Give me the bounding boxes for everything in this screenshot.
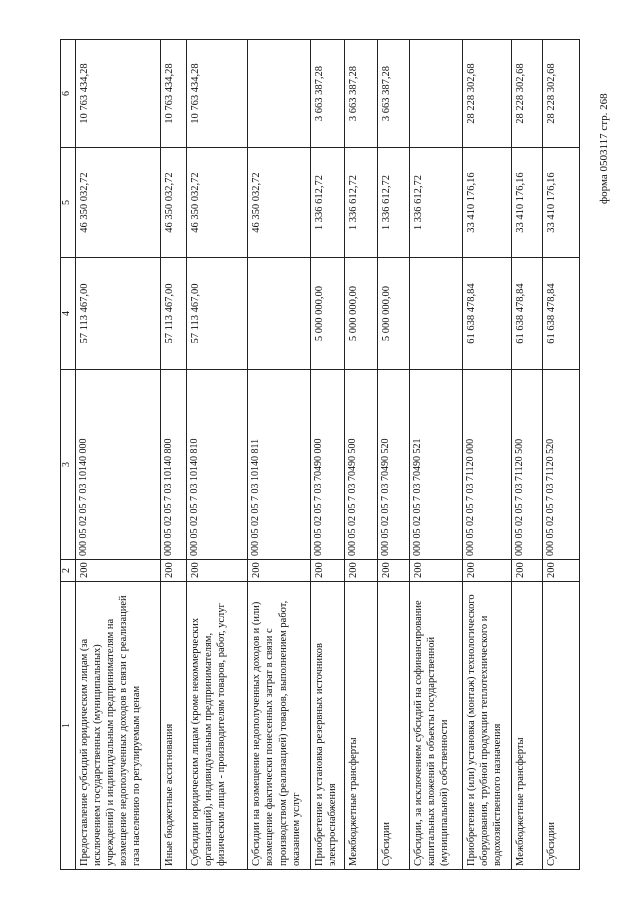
approved-amount: 61 638 478,84 xyxy=(463,258,512,370)
approved-amount xyxy=(409,258,463,370)
line-code: 200 xyxy=(463,560,512,582)
table-row xyxy=(463,40,512,870)
approved-amount: 5 000 000,00 xyxy=(345,258,378,370)
table-row xyxy=(409,40,463,870)
line-code: 200 xyxy=(248,560,311,582)
budget-table-container xyxy=(60,40,580,870)
line-code: 200 xyxy=(75,560,160,582)
unexecuted-amount xyxy=(409,40,463,148)
budget-classification-code: 000 05 02 05 7 03 70490 520 xyxy=(377,370,409,560)
table-row xyxy=(248,40,311,870)
approved-amount: 57 113 467,00 xyxy=(187,258,248,370)
budget-classification-code: 000 05 02 05 7 03 10140 811 xyxy=(248,370,311,560)
budget-classification-code: 000 05 02 05 7 03 70490 500 xyxy=(345,370,378,560)
executed-amount: 46 350 032,72 xyxy=(248,148,311,258)
unexecuted-amount xyxy=(248,40,311,148)
row-name: Субсидии юридическим лицам (кроме некоммерческих организаций), индивидуальным предпринимателям, физическим лицам - производителям товаров, работ, услуг xyxy=(187,582,248,870)
budget-table-rotated xyxy=(60,40,580,870)
budget-classification-code: 000 05 02 05 7 03 10140 000 xyxy=(75,370,160,560)
row-name: Субсидии на возмещение недополученных доходов и (или) возмещение фактически понесенных затрат в связи с производством (реализацией) товаров, выполнением работ, оказанием услуг xyxy=(248,582,311,870)
executed-amount: 33 410 176,16 xyxy=(512,148,543,258)
executed-amount: 1 336 612,72 xyxy=(311,148,345,258)
row-name: Межбюджетные трансферты xyxy=(345,582,378,870)
executed-amount: 1 336 612,72 xyxy=(377,148,409,258)
executed-amount: 46 350 032,72 xyxy=(75,148,160,258)
approved-amount: 61 638 478,84 xyxy=(512,258,543,370)
row-name: Субсидии xyxy=(542,582,579,870)
row-name: Иные бюджетные ассигнования xyxy=(160,582,186,870)
approved-amount: 57 113 467,00 xyxy=(160,258,186,370)
budget-classification-code: 000 05 02 05 7 03 10140 800 xyxy=(160,370,186,560)
row-name: Межбюджетные трансферты xyxy=(512,582,543,870)
column-number: 6 xyxy=(61,40,76,148)
executed-amount: 1 336 612,72 xyxy=(409,148,463,258)
row-name: Предоставление субсидий юридическим лицам (за исключением государственных (муниципальных) учреждений) и индивидуальным предпринимателям на возмещение недополученных доходов в связи с реализацией газа населению по регулируемым ценам xyxy=(75,582,160,870)
table-row xyxy=(512,40,543,870)
line-code: 200 xyxy=(345,560,378,582)
row-name: Субсидии xyxy=(377,582,409,870)
row-name: Приобретение и (или) установка (монтаж) технологического оборудования, трубной продукции теплотехнического и водохозяйственного назначения xyxy=(463,582,512,870)
approved-amount xyxy=(248,258,311,370)
column-number-row xyxy=(61,40,76,870)
line-code: 200 xyxy=(512,560,543,582)
column-number: 4 xyxy=(61,258,76,370)
line-code: 200 xyxy=(160,560,186,582)
approved-amount: 57 113 467,00 xyxy=(75,258,160,370)
line-code: 200 xyxy=(377,560,409,582)
table-row xyxy=(377,40,409,870)
column-number: 5 xyxy=(61,148,76,258)
unexecuted-amount: 28 228 302,68 xyxy=(512,40,543,148)
budget-table xyxy=(60,39,580,870)
unexecuted-amount: 3 663 387,28 xyxy=(311,40,345,148)
table-row xyxy=(311,40,345,870)
column-number: 3 xyxy=(61,370,76,560)
executed-amount: 46 350 032,72 xyxy=(187,148,248,258)
unexecuted-amount: 10 763 434,28 xyxy=(75,40,160,148)
table-row xyxy=(187,40,248,870)
line-code: 200 xyxy=(409,560,463,582)
table-row xyxy=(542,40,579,870)
budget-classification-code: 000 05 02 05 7 03 70490 000 xyxy=(311,370,345,560)
approved-amount: 5 000 000,00 xyxy=(311,258,345,370)
unexecuted-amount: 3 663 387,28 xyxy=(377,40,409,148)
budget-classification-code: 000 05 02 05 7 03 70490 521 xyxy=(409,370,463,560)
budget-classification-code: 000 05 02 05 7 03 71120 500 xyxy=(512,370,543,560)
executed-amount: 33 410 176,16 xyxy=(463,148,512,258)
table-row xyxy=(160,40,186,870)
row-name: Субсидии, за исключением субсидий на софинансирование капитальных вложений в объекты государственной (муниципальной) собственности xyxy=(409,582,463,870)
executed-amount: 1 336 612,72 xyxy=(345,148,378,258)
unexecuted-amount: 10 763 434,28 xyxy=(160,40,186,148)
budget-classification-code: 000 05 02 05 7 03 10140 810 xyxy=(187,370,248,560)
unexecuted-amount: 28 228 302,68 xyxy=(463,40,512,148)
approved-amount: 5 000 000,00 xyxy=(377,258,409,370)
form-label: форма 0503117 стр. 268 xyxy=(598,93,610,204)
unexecuted-amount: 10 763 434,28 xyxy=(187,40,248,148)
row-name: Приобретение и установка резервных источников электроснабжения xyxy=(311,582,345,870)
line-code: 200 xyxy=(187,560,248,582)
unexecuted-amount: 28 228 302,68 xyxy=(542,40,579,148)
executed-amount: 33 410 176,16 xyxy=(542,148,579,258)
form-header xyxy=(598,14,616,204)
table-row xyxy=(345,40,378,870)
column-number: 1 xyxy=(61,582,76,870)
budget-classification-code: 000 05 02 05 7 03 71120 520 xyxy=(542,370,579,560)
executed-amount: 46 350 032,72 xyxy=(160,148,186,258)
line-code: 200 xyxy=(542,560,579,582)
column-number: 2 xyxy=(61,560,76,582)
unexecuted-amount: 3 663 387,28 xyxy=(345,40,378,148)
budget-classification-code: 000 05 02 05 7 03 71120 000 xyxy=(463,370,512,560)
approved-amount: 61 638 478,84 xyxy=(542,258,579,370)
line-code: 200 xyxy=(311,560,345,582)
table-row xyxy=(75,40,160,870)
